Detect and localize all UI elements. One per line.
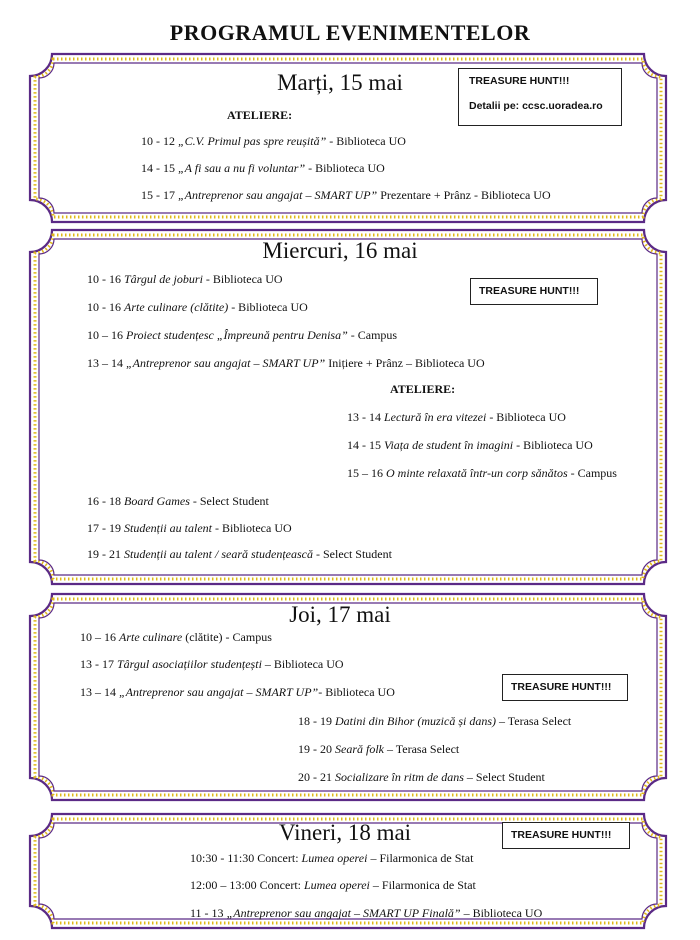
treasure-hunt-label: TREASURE HUNT!!! (479, 285, 580, 297)
treasure-hunt-label: TREASURE HUNT!!! (511, 681, 612, 693)
workshops-label: ATELIERE: (227, 108, 293, 122)
event-line: 13 – 14 „Antreprenor sau angajat – SMART UP”- Biblioteca UO (80, 685, 395, 699)
day-heading-friday: Vineri, 18 mai (278, 820, 412, 845)
event-line: 12:00 – 13:00 Concert: Lumea operei – Filarmonica de Stat (190, 878, 476, 892)
event-line: 15 - 17 „Antreprenor sau angajat – SMART UP” Prezentare + Prânz - Biblioteca UO (141, 188, 551, 202)
workshop-line: 14 - 15 Viața de student în imagini - Biblioteca UO (347, 438, 593, 452)
event-line: 20 - 21 Socializare în ritm de dans – Select Student (298, 770, 545, 784)
event-line: 10 - 12 „C.V. Primul pas spre reușită” - Biblioteca UO (141, 134, 406, 148)
event-line: 10 - 16 Târgul de joburi - Biblioteca UO (87, 272, 283, 286)
event-line: 16 - 18 Board Games - Select Student (87, 494, 269, 508)
page-title: PROGRAMUL EVENIMENTELOR (169, 20, 531, 45)
treasure-hunt-box (502, 822, 630, 849)
event-line: 11 - 13 „Antreprenor sau angajat – SMART UP Finală” – Biblioteca UO (190, 906, 543, 920)
workshop-line: 15 – 16 O minte relaxată într-un corp sănătos - Campus (347, 466, 617, 480)
event-line: 19 - 20 Seară folk – Terasa Select (298, 742, 460, 756)
event-line: 13 - 17 Târgul asociațiilor studențești – Biblioteca UO (80, 657, 344, 671)
day-heading-wednesday: Miercuri, 16 mai (262, 238, 418, 263)
workshops-label: ATELIERE: (390, 382, 456, 396)
treasure-hunt-label: TREASURE HUNT!!! (469, 75, 570, 87)
day-heading-thursday: Joi, 17 mai (289, 602, 391, 627)
event-line: 10 - 16 Arte culinare (clătite) - Biblioteca UO (87, 300, 308, 314)
event-line: 10 – 16 Arte culinare (clătite) - Campus (80, 630, 272, 644)
treasure-hunt-box (502, 674, 628, 701)
treasure-hunt-box (458, 68, 622, 126)
event-line: 14 - 15 „A fi sau a nu fi voluntar” - Biblioteca UO (141, 161, 385, 175)
treasure-hunt-box (470, 278, 598, 305)
day-heading-tuesday: Marți, 15 mai (277, 70, 403, 95)
workshop-line: 13 - 14 Lectură în era vitezei - Biblioteca UO (347, 410, 566, 424)
event-line: 13 – 14 „Antreprenor sau angajat – SMART UP” Inițiere + Prânz – Biblioteca UO (87, 356, 485, 370)
event-line: 10 – 16 Proiect studențesc „Împreună pentru Denisa” - Campus (87, 328, 398, 342)
event-line: 18 - 19 Datini din Bihor (muzică și dans) – Terasa Select (298, 714, 572, 728)
event-line: 17 - 19 Studenții au talent - Biblioteca UO (87, 521, 292, 535)
treasure-details-link[interactable]: Detalii pe: ccsc.uoradea.ro (469, 100, 603, 112)
event-line: 19 - 21 Studenții au talent / seară studențească - Select Student (87, 547, 392, 561)
treasure-hunt-label: TREASURE HUNT!!! (511, 829, 612, 841)
event-line: 10:30 - 11:30 Concert: Lumea operei – Filarmonica de Stat (190, 851, 474, 865)
